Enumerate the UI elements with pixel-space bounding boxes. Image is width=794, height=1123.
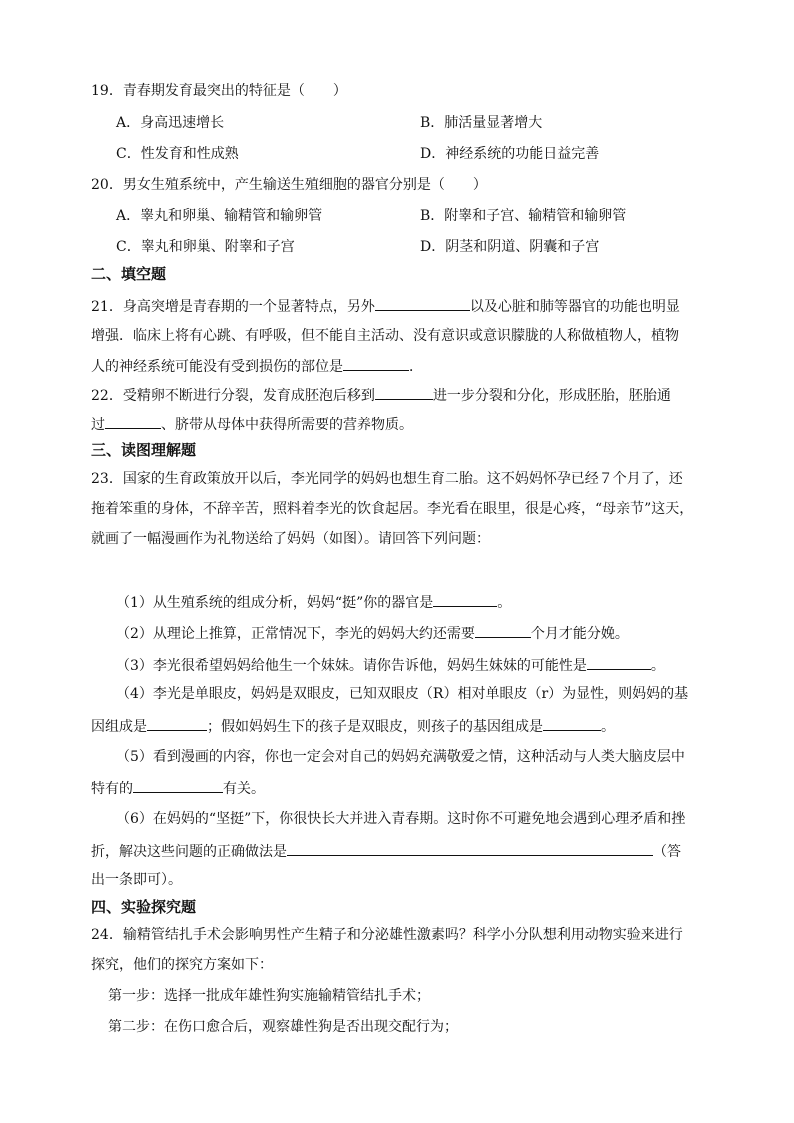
q24-line-2: 探究，他们的探究方案如下： xyxy=(91,957,273,973)
q22-blank-1[interactable] xyxy=(375,385,433,400)
q22-blank-2[interactable] xyxy=(105,414,161,429)
q21-text-3a: 人的神经系统可能没有受到损伤的部位是 xyxy=(91,359,343,375)
q21-line-3 xyxy=(91,356,423,376)
section-heading-experiment: 四、实验探究题 xyxy=(91,898,197,916)
q21-text-1a: 21．身高突增是青春期的一个显著特点，另外 xyxy=(91,299,375,315)
q23-sub-2 xyxy=(116,623,629,643)
q23-sub-3-text-a: （3）李光很希望妈妈给他生一个妹妹。请你告诉他，妈妈生妹妹的可能性是 xyxy=(116,658,587,674)
q22-text-2b: 、脐带从母体中获得所需要的营养物质。 xyxy=(161,417,413,433)
q23-blank-3[interactable] xyxy=(587,655,651,670)
q19-option-a: A．身高迅速增长 xyxy=(116,115,225,131)
q24-line-1: 24．输精管结扎手术会影响男性产生精子和分泌雄性激素吗？科学小分队想利用动物实验来进行 xyxy=(91,927,683,943)
q23-sub-6-line-2 xyxy=(91,841,681,861)
q22-line-1 xyxy=(91,385,671,405)
q20-option-a: A．睾丸和卵巢、输精管和输卵管 xyxy=(116,208,323,224)
q23-sub-2-text-a: （2）从理论上推算，正常情况下，李光的妈妈大约还需要 xyxy=(116,626,475,642)
q23-sub-5-line-2 xyxy=(91,778,265,798)
q23-sub-6-text-c: （答 xyxy=(653,844,681,860)
q23-line-1: 23．国家的生育政策放开以后，李光同学的妈妈也想生育二胎。这不妈妈怀孕已经７个月了，还 xyxy=(91,471,683,487)
q23-sub-4-line-2 xyxy=(91,716,615,736)
q23-sub-5-text-b: 特有的 xyxy=(91,781,133,797)
q23-sub-4-text-b: 因组成是 xyxy=(91,719,147,735)
q19-stem: 19．青春期发育最突出的特征是（ ） xyxy=(91,83,347,99)
q21-line-2: 增强．临床上将有心跳、有呼吸，但不能自主活动、没有意识或意识朦胧的人称做植物人，植物 xyxy=(91,328,679,344)
q23-sub-4-text-d: 。 xyxy=(601,719,615,735)
q23-sub-5-text-c: 有关。 xyxy=(223,781,265,797)
q20-option-d: D．阴茎和阴道、阴囊和子宫 xyxy=(420,239,600,255)
q19-option-c: C．性发育和性成熟 xyxy=(116,146,239,162)
q21-text-1b: 以及心脏和肺等器官的功能也明显 xyxy=(469,299,680,315)
section-heading-reading: 三、读图理解题 xyxy=(91,441,197,459)
q21-text-3b: ． xyxy=(409,359,423,375)
q23-blank-1[interactable] xyxy=(433,592,497,607)
q23-blank-7[interactable] xyxy=(287,841,653,856)
q23-sub-4-line-1: （4）李光是单眼皮，妈妈是双眼皮，已知双眼皮（R）相对单眼皮（r）为显性，则妈妈的基 xyxy=(116,686,689,702)
q23-sub-6-text-b: 折，解决这些问题的正确做法是 xyxy=(91,844,287,860)
q23-sub-1-text-a: （1）从生殖系统的组成分析，妈妈“挺”你的器官是 xyxy=(116,595,434,611)
q21-blank-2[interactable] xyxy=(343,356,409,371)
section-heading-fill-in: 二、填空题 xyxy=(91,265,167,283)
q23-sub-5-line-1: （5）看到漫画的内容，你也一定会对自己的妈妈充满敬爱之情，这种活动与人类大脑皮层中 xyxy=(116,749,685,765)
q22-line-2 xyxy=(91,414,413,434)
q21-line-1 xyxy=(91,296,680,316)
q20-option-b: B．附睾和子宫、输精管和输卵管 xyxy=(420,208,627,224)
q23-sub-1 xyxy=(116,592,511,612)
q23-blank-4[interactable] xyxy=(147,716,207,731)
q23-sub-1-text-b: 。 xyxy=(497,595,512,611)
q23-sub-2-text-b: 个月才能分娩。 xyxy=(530,626,629,642)
q22-text-1b: 进一步分裂和分化，形成胚胎，胚胎通 xyxy=(432,388,671,404)
q23-sub-6-line-1: （6）在妈妈的“坚挺”下，你很快长大并进入青春期。这时你不可避免地会遇到心理矛盾和挫 xyxy=(116,811,686,827)
q23-line-3: 就画了一幅漫画作为礼物送给了妈妈（如图）。请回答下列问题： xyxy=(91,531,490,547)
q19-option-d: D．神经系统的功能日益完善 xyxy=(420,146,600,162)
q20-option-c: C．睾丸和卵巢、附睾和子宫 xyxy=(116,239,295,255)
q23-blank-5[interactable] xyxy=(543,716,601,731)
q20-stem: 20．男女生殖系统中，产生输送生殖细胞的器官分别是（ ） xyxy=(91,177,487,193)
q21-blank-1[interactable] xyxy=(375,296,470,311)
q24-step-2: 第二步：在伤口愈合后，观察雄性狗是否出现交配行为； xyxy=(108,1019,458,1035)
q22-text-1a: 22．受精卵不断进行分裂，发育成胚泡后移到 xyxy=(91,388,375,404)
q23-sub-4-text-c: ；假如妈妈生下的孩子是双眼皮，则孩子的基因组成是 xyxy=(207,719,543,735)
q23-blank-6[interactable] xyxy=(133,778,223,793)
q23-blank-2[interactable] xyxy=(475,623,531,638)
q23-sub-3 xyxy=(116,655,665,675)
q19-option-b: B．肺活量显著增大 xyxy=(420,115,543,131)
q24-step-1: 第一步：选择一批成年雄性狗实施输精管结扎手术； xyxy=(108,988,430,1004)
q23-line-2: 拖着笨重的身体，不辞辛苦，照料着李光的饮食起居。李光看在眼里，很是心疼，“母亲节”这天， xyxy=(91,501,694,517)
q23-sub-3-text-b: 。 xyxy=(650,658,665,674)
q23-sub-6-line-3: 出一条即可）。 xyxy=(91,872,182,888)
q22-text-2a: 过 xyxy=(91,417,105,433)
